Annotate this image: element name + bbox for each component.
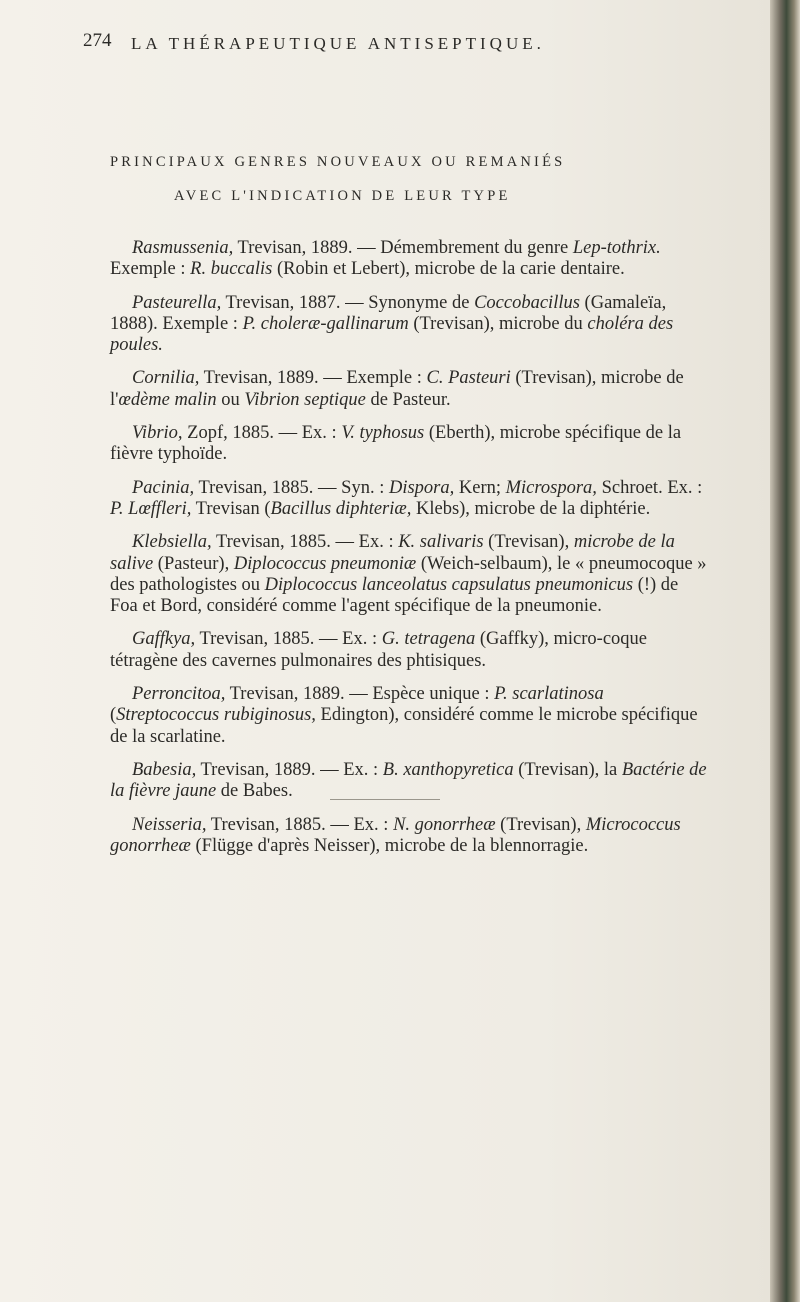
entry-rasmussenia: Rasmussenia, Trevisan, 1889. — Démembrement du genre Lep-tothrix. Exemple : R. buccalis (Robin et Lebert), microbe de la carie dentaire. bbox=[110, 238, 661, 280]
genus-name: Babesia, bbox=[132, 759, 197, 780]
page-header bbox=[83, 30, 723, 60]
page-edge bbox=[770, 0, 800, 1302]
section-title-line-1: PRINCIPAUX GENRES NOUVEAUX OU REMANIÉS bbox=[110, 154, 566, 170]
closing-rule bbox=[330, 799, 440, 800]
genus-name: Perroncitoa, bbox=[132, 684, 226, 705]
genus-list bbox=[110, 238, 710, 869]
entry-gaffkya: Gaffkya, Trevisan, 1885. — Ex. : G. tetragena (Gaffky), micro-coque tétragène des cavernes pulmonaires des phtisiques. bbox=[110, 629, 648, 671]
entry-perroncitoa: Perroncitoa, Trevisan, 1889. — Espèce unique : P. scarlatinosa (Streptococcus rubiginosus, Edington), considéré comme le microbe spécifique de la scarlatine. bbox=[110, 684, 698, 747]
genus-name: Rasmussenia, bbox=[132, 238, 234, 258]
entry-neisseria: Neisseria, Trevisan, 1885. — Ex. : N. gonorrheæ (Trevisan), Micrococcus gonorrheæ (Flügge d'après Neisser), microbe de la blennorragie. bbox=[110, 814, 681, 856]
genus-name: Vibrio, bbox=[132, 423, 183, 444]
entry-pasteurella: Pasteurella, Trevisan, 1887. — Synonyme de Coccobacillus (Gamaleïa, 1888). Exemple : P. choleræ-gallinarum (Trevisan), microbe du choléra des poules. bbox=[110, 292, 674, 356]
entry-vibrio: Vibrio, Zopf, 1885. — Ex. : V. typhosus (Eberth), microbe spécifique de la fièvre typhoïde. bbox=[110, 423, 682, 465]
genus-name: Neisseria, bbox=[132, 814, 207, 835]
page-number: 274 bbox=[83, 30, 112, 51]
genus-name: Pasteurella, bbox=[132, 292, 222, 313]
entry-babesia: Babesia, Trevisan, 1889. — Ex. : B. xanthopyretica (Trevisan), la Bactérie de la fièvre jaune de Babes. bbox=[110, 759, 707, 802]
genus-name: Klebsiella, bbox=[132, 532, 212, 553]
genus-name: Cornilia, bbox=[132, 368, 200, 389]
genus-name: Gaffkya, bbox=[132, 629, 196, 650]
running-title: LA THÉRAPEUTIQUE ANTISEPTIQUE. bbox=[131, 34, 545, 53]
entry-pacinia: Pacinia, Trevisan, 1885. — Syn. : Dispora, Kern; Microspora, Schroet. Ex. : P. Lœffleri, Trevisan (Bacillus diphteriæ, Klebs), microbe de la diphtérie. bbox=[110, 477, 703, 519]
genus-name: Pacinia, bbox=[132, 477, 195, 498]
entry-cornilia: Cornilia, Trevisan, 1889. — Exemple : C. Pasteuri (Trevisan), microbe de l'œdème malin ou Vibrion septique de Pasteur. bbox=[110, 368, 684, 410]
section-title bbox=[110, 145, 710, 213]
section-title-line-2: AVEC L'INDICATION DE LEUR TYPE bbox=[174, 188, 511, 204]
entry-klebsiella: Klebsiella, Trevisan, 1885. — Ex. : K. salivaris (Trevisan), microbe de la salive (Pasteur), Diplococcus pneumoniæ (Weich-selbaum), le « pneumocoque » des pathologistes ou Diplococcus lanceolatus capsulatus pneumonicus (!) de Foa et Bord, considéré comme l'agent spécifique de la pneumonie. bbox=[110, 532, 707, 617]
